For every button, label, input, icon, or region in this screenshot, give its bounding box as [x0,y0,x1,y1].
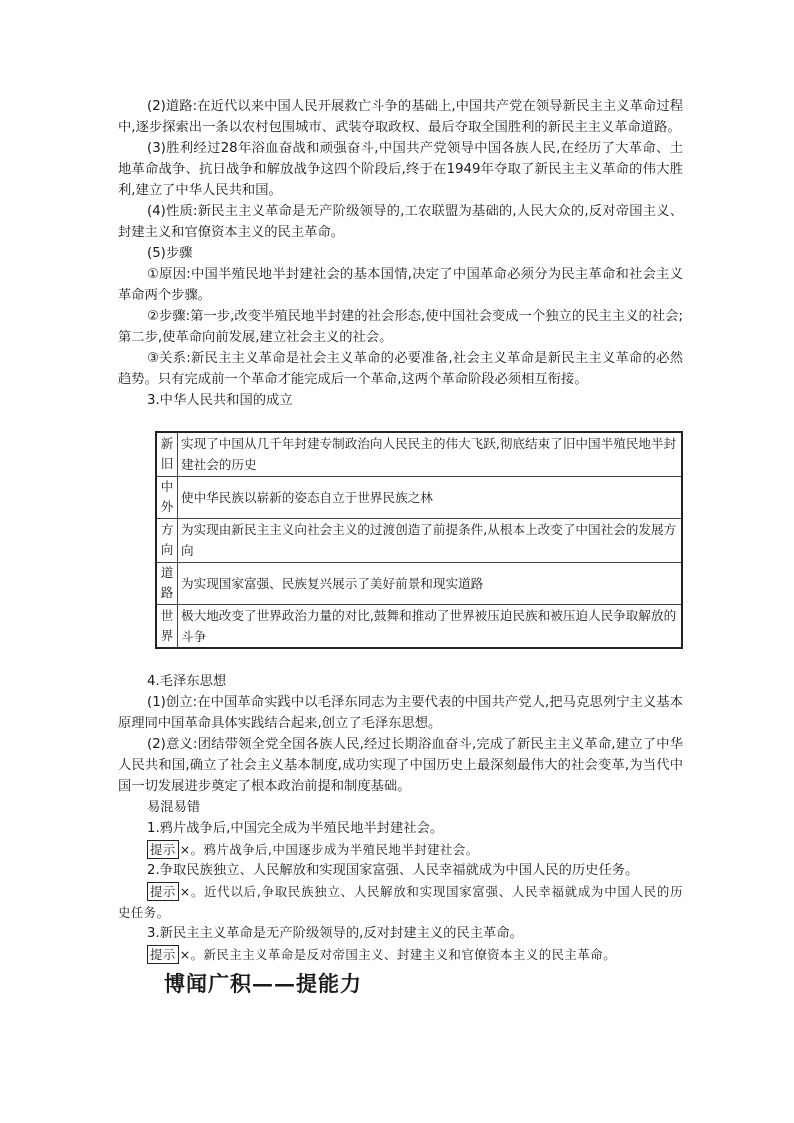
step-steps: ②步骤:第一步,改变半殖民地半封建的社会形态,使中国社会变成一个独立的民主主义的社会;第二步,使革命向前发展,建立社会主义的社会。 [118,309,683,345]
paragraph-nature: (4)性质:新民主主义革命是无产阶级领导的,工农联盟为基础的,人民大众的,反对帝国主义、封建主义和官僚资本主义的民主革命。 [118,204,683,240]
table-row-key: 世界 [156,604,178,648]
answer-3-text: ×。新民主主义革命是反对帝国主义、封建主义和官僚资本主义的民主革命。 [179,947,617,962]
answer-2-text: ×。近代以后,争取民族独立、人民解放和实现国家富强、人民幸福就成为中国人民的历史任务。 [118,884,683,920]
table-row-key: 新旧 [156,432,178,476]
tip-box: 提示 [147,945,179,964]
question-2: 2.争取民族独立、人民解放和实现国家富强、人民幸福就成为中国人民的历史任务。 [147,863,639,878]
table-row [156,476,682,518]
table-row-value: 极大地改变了世界政治力量的对比,鼓舞和推动了世界被压迫民族和被压迫人民争取解放的斗争 [178,604,683,648]
table-row-value: 为实现国家富强、民族复兴展示了美好前景和现实道路 [178,562,683,604]
tip-box: 提示 [147,840,179,859]
table-row [156,562,682,604]
paragraph-victory: (3)胜利经过28年浴血奋战和顽强奋斗,中国共产党领导中国各族人民,在经历了大革命、土地革命战争、抗日战争和解放战争这四个阶段后,终于在1949年夺取了新民主主义革命的伟大胜利,建立了中华人民共和国。 [118,141,683,198]
table-row-key: 方向 [156,518,178,562]
section-3-title: 3.中华人民共和国的成立 [147,393,293,408]
answer-3 [118,944,683,965]
table-row-value: 为实现由新民主主义向社会主义的过渡创造了前提条件,从根本上改变了中国社会的发展方向 [178,518,683,562]
section-4-title: 4.毛泽东思想 [147,674,227,689]
question-1: 1.鸦片战争后,中国完全成为半殖民地半封建社会。 [147,821,444,836]
page-content [118,96,683,999]
tip-box: 提示 [147,882,179,901]
answer-1-text: ×。鸦片战争后,中国逐步成为半殖民地半封建社会。 [179,842,479,857]
mao-meaning: (2)意义:团结带领全党全国各族人民,经过长期浴血奋斗,完成了新民主主义革命,建立了中华人民共和国,确立了社会主义基本制度,成功实现了中国历史上最深刻最伟大的社会变革,为当代中国一切发展进步奠定了根本政治前提和制度基础。 [118,737,683,794]
question-3: 3.新民主主义革命是无产阶级领导的,反对封建主义的民主革命。 [147,926,523,941]
table-row-value: 实现了中国从几千年封建专制政治向人民民主的伟大飞跃,彻底结束了旧中国半殖民地半封建社会的历史 [178,432,683,476]
section-big-title: 博闻广积——提能力 [164,971,362,996]
table-row [156,604,682,648]
step-reason: ①原因:中国半殖民地半封建社会的基本国情,决定了中国革命必须分为民主革命和社会主义革命两个步骤。 [118,267,683,303]
confusion-title: 易混易错 [147,800,201,815]
table-row [156,518,682,562]
table-row-key: 中外 [156,476,178,518]
table-row-value: 使中华民族以崭新的姿态自立于世界民族之林 [178,476,683,518]
paragraph-road: (2)道路:在近代以来中国人民开展救亡斗争的基础上,中国共产党在领导新民主主义革命过程中,逐步探索出一条以农村包围城市、武装夺取政权、最后夺取全国胜利的新民主主义革命道路。 [118,99,683,135]
answer-2 [118,881,683,923]
table-row-key: 道路 [156,562,178,604]
table-row [156,432,682,476]
prc-founding-table-wrap [155,431,683,649]
steps-heading: (5)步骤 [147,246,193,261]
answer-1 [118,839,683,860]
mao-create: (1)创立:在中国革命实践中以毛泽东同志为主要代表的中国共产党人,把马克思列宁主义基本原理同中国革命具体实践结合起来,创立了毛泽东思想。 [118,695,683,731]
prc-founding-table [155,431,683,649]
step-relation: ③关系:新民主主义革命是社会主义革命的必要准备,社会主义革命是新民主主义革命的必然趋势。只有完成前一个革命才能完成后一个革命,这两个革命阶段必须相互衔接。 [118,351,683,387]
